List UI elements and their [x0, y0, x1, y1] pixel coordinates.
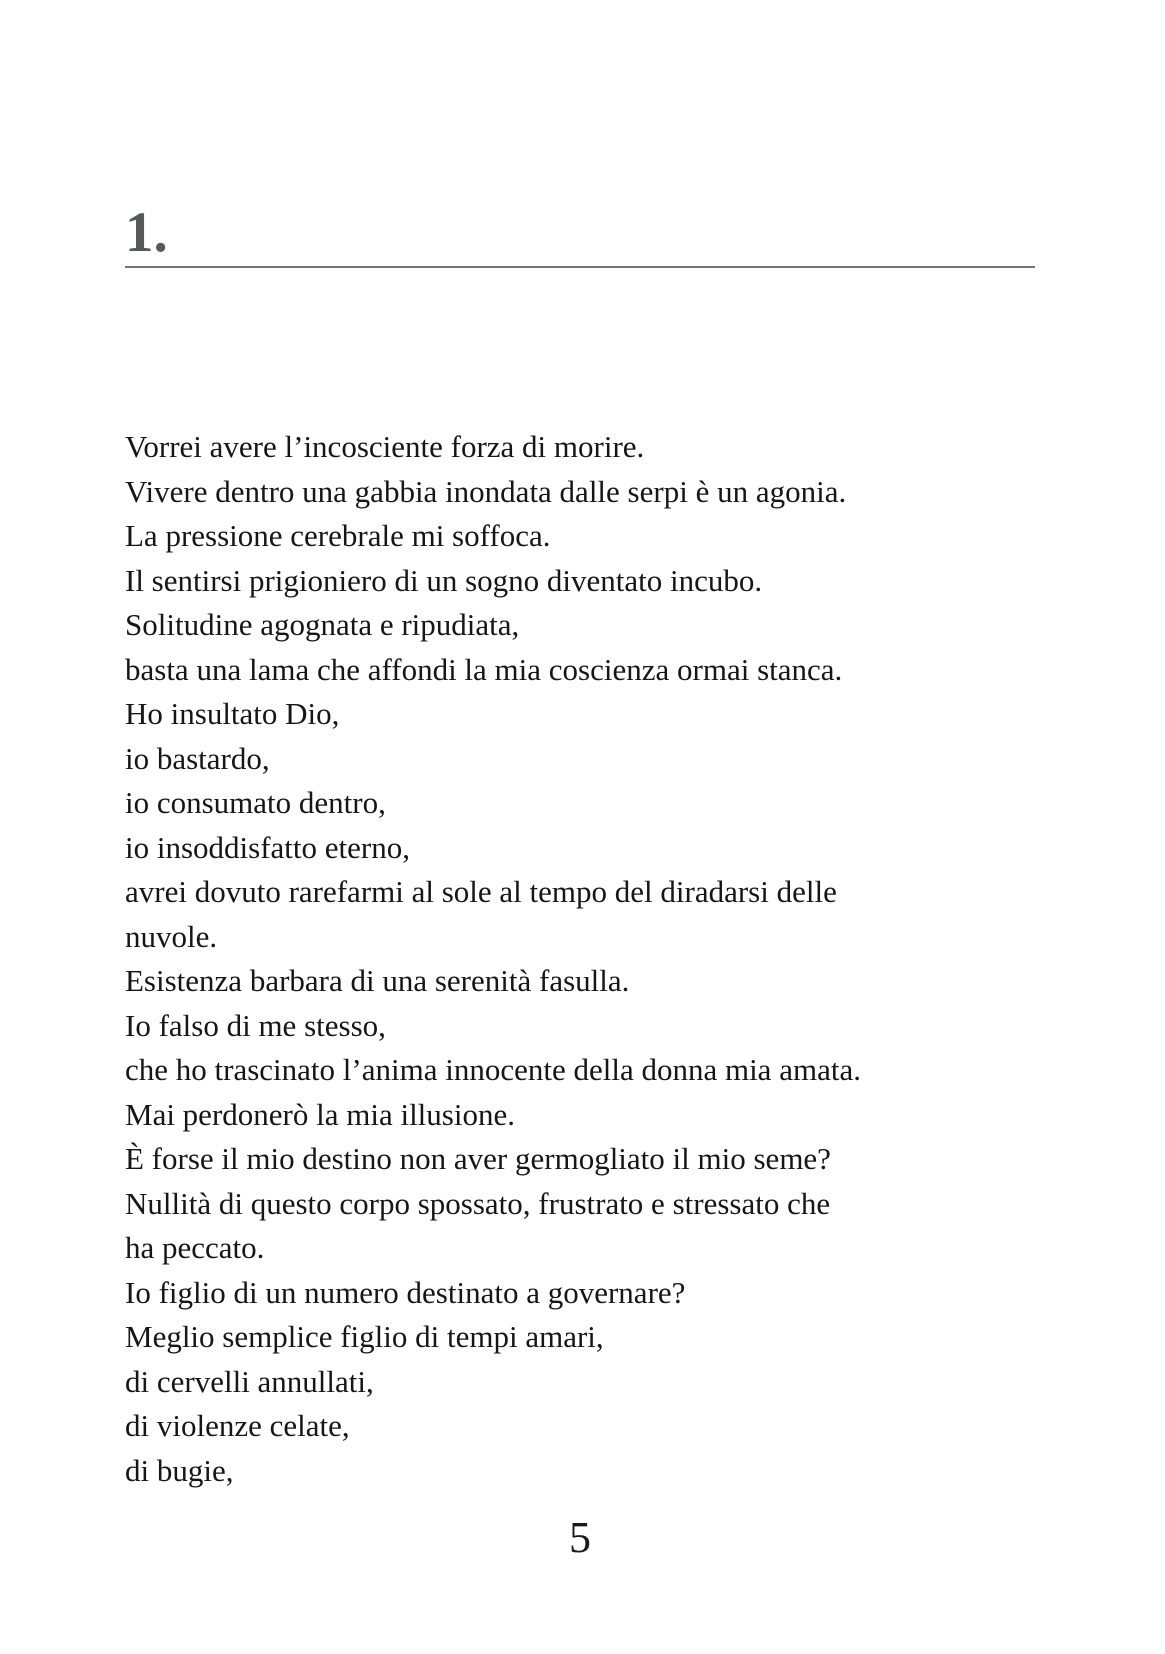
poem-line: Esistenza barbara di una serenità fasulla. — [125, 963, 630, 998]
poem-line: di violenze celate, — [125, 1408, 350, 1443]
poem-line: La pressione cerebrale mi soffoca. — [125, 518, 551, 553]
poem-line: Meglio semplice figlio di tempi amari, — [125, 1319, 604, 1354]
poem-line: Io figlio di un numero destinato a governare? — [125, 1274, 686, 1310]
poem-line: ha peccato. — [125, 1230, 265, 1265]
poem-line: avrei dovuto rarefarmi al sole al tempo del diradarsi delle — [125, 874, 837, 909]
poem-line: Io falso di me stesso, — [125, 1007, 386, 1043]
poem-line: di bugie, — [125, 1452, 234, 1488]
poem-line: Nullità di questo corpo spossato, frustrato e stressato che — [125, 1185, 831, 1221]
chapter-number-heading: 1. — [125, 201, 168, 264]
poem-line: Mai perdonerò la mia illusione. — [125, 1096, 515, 1132]
poem-line: io insoddisfatto eterno, — [125, 829, 410, 865]
poem-line: di cervelli annullati, — [125, 1363, 374, 1399]
poem-line: io bastardo, — [125, 740, 270, 776]
poem-line: Il sentirsi prigioniero di un sogno diventato incubo. — [125, 562, 763, 598]
chapter-divider-rule — [125, 266, 1035, 268]
poem-body — [125, 425, 1035, 1493]
poem-line: Solitudine agognata e ripudiata, — [125, 607, 520, 642]
poem-line: Vorrei avere l’incosciente forza di morire. — [125, 429, 645, 464]
poem-line: Ho insultato Dio, — [125, 696, 340, 731]
page-number: 5 — [569, 1513, 591, 1562]
poem-line: nuvole. — [125, 918, 218, 954]
poem-line: È forse il mio destino non aver germogliato il mio seme? — [125, 1141, 831, 1176]
poem-line: basta una lama che affondi la mia coscienza ormai stanca. — [125, 651, 843, 687]
poem-line: Vivere dentro una gabbia inondata dalle serpi è un agonia. — [125, 473, 847, 509]
poem-line: io consumato dentro, — [125, 785, 386, 820]
poem-line: che ho trascinato l’anima innocente della donna mia amata. — [125, 1052, 861, 1087]
